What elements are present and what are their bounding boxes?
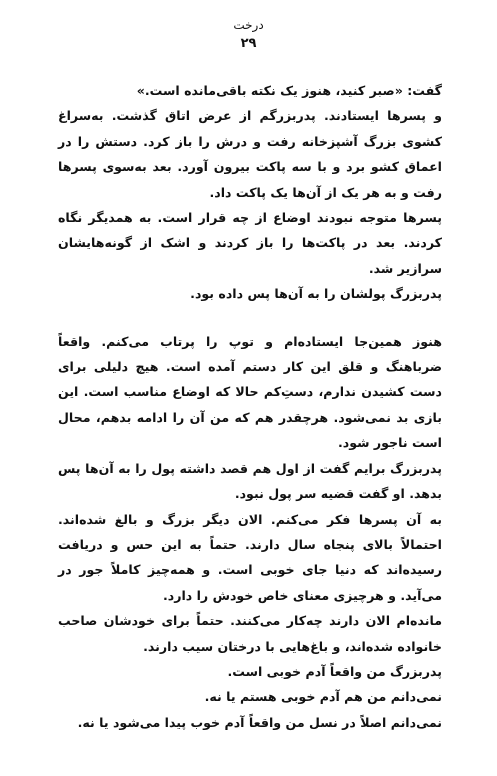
paragraph: مانده‌ام الان دارند چه‌کار می‌کنند. حتماً برای خودشان صاحب خانواده شده‌اند، و باغ‌هایی با درختان سیب دارند. [58,613,442,654]
page-number: ۲۹ [240,36,257,51]
section-break [58,307,442,329]
paragraph: نمی‌دانم من هم آدم خوبی هستم یا نه. [204,689,442,705]
body-text [58,78,442,735]
paragraph: به آن پسرها فکر می‌کنم. الان دیگر بزرگ و بالغ شده‌اند. احتمالاً بالای پنجاه سال دارند. حتماً به این حس و دریافت رسیده‌اند که دنیا جای خوبی است. و همه‌چیز کاملاً جور در می‌آید. و هرچیزی معنای خاص خودش را دارد. [58,511,442,603]
running-title: درخت [233,18,264,32]
paragraph: پسرها متوجه نبودند اوضاع از چه قرار است. به همدیگر نگاه کردند. بعد در پاکت‌ها را باز کردند و اشک از گونه‌هایشان سرازیر شد. [58,210,442,276]
page-header [0,16,497,54]
paragraph: پدربزرگ من واقعاً آدم خوبی است. [227,663,442,679]
paragraph: نمی‌دانم اصلاً در نسل من واقعاً آدم خوب پیدا می‌شود یا نه. [77,714,442,730]
paragraph: گفت: «صبر کنید، هنوز یک نکته باقی‌مانده است.» [136,83,442,98]
paragraph: هنوز همین‌جا ایستاده‌ام و توپ را پرتاب می‌کنم. واقعاً ضرباهنگ و قلق این کار دستم آمده است. هیچ دلیلی برای دست کشیدن ندارم، دستِ‌کم حالا که اوضاع مناسب است. این بازی بد نمی‌شود. هرچقدر هم که من آن را ادامه بدهم، محال است ناجور شود. [58,333,442,451]
paragraph: پدربزرگ برایم گفت از اول هم قصد داشته پول را به آن‌ها پس بدهد. او گفت قضیه سر پول نبود. [58,460,442,502]
paragraph: و پسرها ایستادند. پدربزرگم از عرض اتاق گذشت. به‌سراغ کشوی بزرگ آشپزخانه رفت و درش را باز کرد. دستش را در اعماق کشو برد و با سه پاکت بیرون آورد. بعد به‌سوی پسرها رفت و به هر یک از آن‌ها یک پاکت داد. [58,108,442,200]
paragraph: پدربزرگ پولشان را به آن‌ها پس داده بود. [190,286,442,302]
